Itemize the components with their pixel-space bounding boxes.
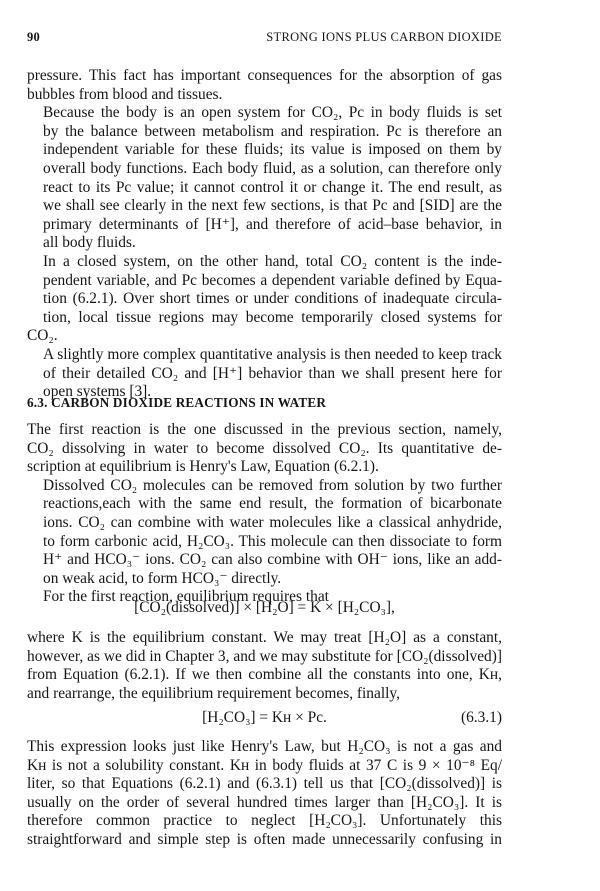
paragraph-closed-system <box>27 253 502 402</box>
text-line: In a closed system, on the other hand, total CO₂ content is the inde- <box>43 252 502 270</box>
text-line: pressure. This fact has important consequences for the absorption of gas <box>27 67 502 84</box>
paragraph-first-reaction <box>27 421 502 477</box>
text-line: we shall see clearly in the next few sections, is that Pc and [SID] are the <box>43 197 502 215</box>
text-line: reactions,each with the same end result, the formation of bicarbonate <box>43 495 502 513</box>
running-title: STRONG IONS PLUS CARBON DIOXIDE <box>266 30 502 44</box>
text-line: usually on the order of several hundred times larger than [H₂CO₃]. It is <box>27 793 502 811</box>
page-number: 90 <box>27 30 41 44</box>
text-line: tion, local tissue regions may become temporarily closed systems for CO₂. <box>27 308 502 345</box>
text-line: of their detailed CO₂ and [H⁺] behavior than we shall present here for <box>43 364 502 382</box>
paragraph-open-system <box>27 104 502 253</box>
equation-number: (6.3.1) <box>460 709 502 726</box>
text-line: however, as we did in Chapter 3, and we may substitute for [CO₂(dissolved)] <box>27 647 502 665</box>
closing-text <box>27 738 502 850</box>
equation-6-3-1 <box>27 709 502 728</box>
text-line: to form carbonic acid, H₂CO₃. This molecule can then dissociate to form <box>43 532 502 550</box>
text-line: scription at equilibrium is Henry's Law, Equation (6.2.1). <box>27 458 379 476</box>
text-line: Kʜ is not a solubility constant. Kʜ in body fluids at 37 C is 9 × 10⁻⁸ Eq/ <box>27 756 502 774</box>
text-line: For the first reaction, equilibrium requires that <box>43 588 329 606</box>
text-line: liter, so that Equations (6.2.1) and (6.3.1) tell us that [CO₂(dissolved)] is <box>27 775 502 793</box>
text-line: straightforward and simple step is often made unnecessarily confusing in <box>27 830 502 848</box>
text-line: A slightly more complex quantitative analysis is then needed to keep track <box>43 345 502 363</box>
text-line: react to its Pc value; it cannot control it or change it. The end result, as <box>43 178 502 196</box>
text-line: where K is the equilibrium constant. We may treat [H₂O] as a constant, <box>27 629 502 646</box>
text-line: therefore common practice to neglect [H₂CO₃]. Unfortunately this <box>27 812 502 830</box>
text-line: primary determinants of [H⁺], and therefore of acid–base behavior, in <box>43 215 502 233</box>
text-line: independent variable for these fluids; its value is imposed on them by <box>43 141 502 159</box>
paragraph-dissolved-co2 <box>27 477 502 589</box>
text-line: on weak acid, to form HCO₃⁻ directly. <box>43 569 282 587</box>
text-line: overall body functions. Each body fluid, as a solution, can therefore only <box>43 159 502 177</box>
equation-text: [H₂CO₃] = Kʜ × Pc. <box>202 709 327 726</box>
text-line: tion (6.2.1). Over short times or under conditions of inadequate circula- <box>43 290 502 308</box>
text-line: and rearrange, the equilibrium requirement becomes, finally, <box>27 684 400 702</box>
section-text <box>27 421 502 607</box>
text-line: from Equation (6.2.1). If we then combine all the constants into one, Kʜ, <box>27 666 502 684</box>
equation-text: [CO₂(dissolved)] × [H₂O] = K × [H₂CO₃], <box>134 599 395 616</box>
text-line: pendent variable, and Pc becomes a dependent variable defined by Equa- <box>43 271 502 289</box>
text-line: by the balance between metabolism and respiration. Pc is therefore an <box>43 122 502 140</box>
text-line: CO₂ dissolving in water to become dissolved CO₂. Its quantitative de- <box>27 439 502 457</box>
text-line: Because the body is an open system for CO₂, Pc in body fluids is set <box>43 104 502 122</box>
text-line: open systems [3]. <box>43 383 152 401</box>
paragraph-continued <box>27 67 502 104</box>
text-after-equation <box>27 629 502 703</box>
text-line: H⁺ and HCO₃⁻ ions. CO₂ can also combine with OH⁻ ions, like an add- <box>43 551 502 569</box>
text-line: ions. CO₂ can combine with water molecules like a classical anhydride, <box>43 513 502 531</box>
page-header <box>27 30 502 46</box>
text-line: all body fluids. <box>43 234 136 252</box>
paragraph-henrys-law-comparison <box>27 738 502 850</box>
section-heading: 6.3. CARBON DIOXIDE REACTIONS IN WATER <box>27 395 327 410</box>
paragraph-constants <box>27 629 502 703</box>
text-line: The first reaction is the one discussed in the previous section, namely, <box>27 421 502 438</box>
equation-equilibrium <box>27 599 502 618</box>
text-line: bubbles from blood and tissues. <box>27 85 223 103</box>
text-line: Dissolved CO₂ molecules can be removed from solution by two further <box>43 476 502 494</box>
text-line: This expression looks just like Henry's Law, but H₂CO₃ is not a gas and <box>27 738 502 755</box>
opening-text <box>27 67 502 402</box>
